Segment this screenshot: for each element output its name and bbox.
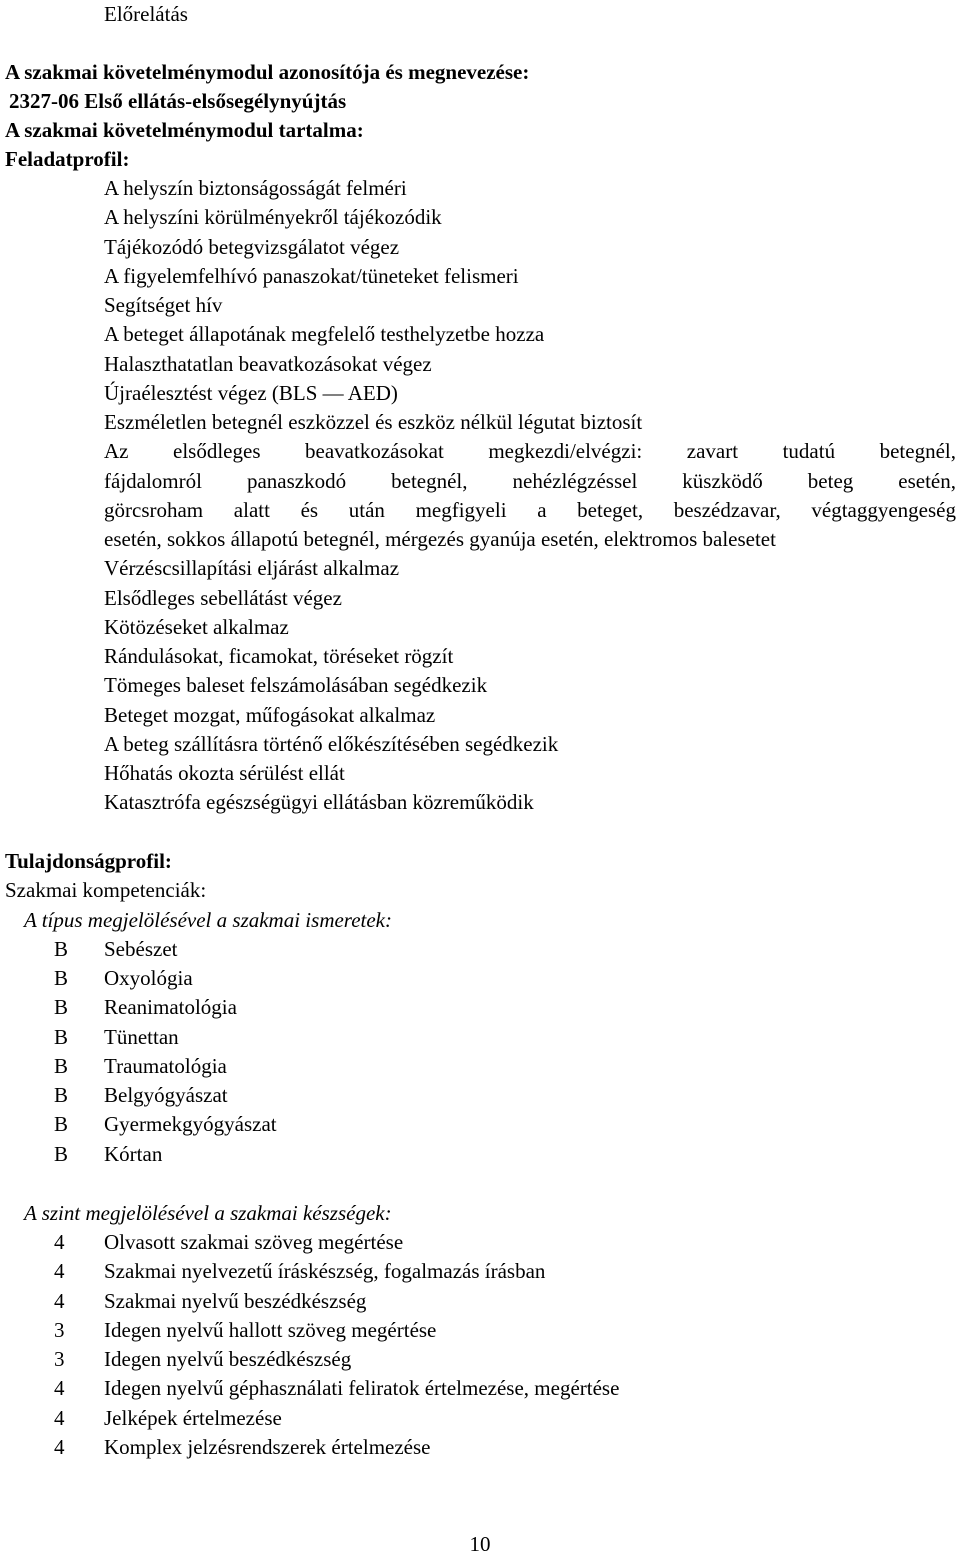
skill-level: 4 xyxy=(54,1406,65,1430)
knowledge-code: B xyxy=(54,995,69,1019)
section-title: Előrelátás xyxy=(104,2,188,26)
knowledge-label: Kórtan xyxy=(104,1142,163,1166)
skill-level: 3 xyxy=(54,1318,65,1342)
competencies-label: Szakmai kompetenciák: xyxy=(5,878,207,902)
task-item: Eszméletlen betegnél eszközzel és eszköz nélkül légutat biztosít xyxy=(104,410,643,434)
task-item: Vérzéscsillapítási eljárást alkalmaz xyxy=(104,556,400,580)
task-item: Beteget mozgat, műfogásokat alkalmaz xyxy=(104,703,436,727)
task-item: Hőhatás okozta sérülést ellát xyxy=(104,761,345,785)
task-item: Halaszthatatlan beavatkozásokat végez xyxy=(104,352,432,376)
skill-label: Komplex jelzésrendszerek értelmezése xyxy=(104,1435,431,1459)
task-item: A helyszíni körülményekről tájékozódik xyxy=(104,205,442,229)
module-id-heading: A szakmai követelménymodul azonosítója és megnevezése: xyxy=(5,60,530,84)
skill-level: 4 xyxy=(54,1289,65,1313)
skill-label: Szakmai nyelvezetű íráskészség, fogalmazás írásban xyxy=(104,1259,546,1283)
knowledge-label: Gyermekgyógyászat xyxy=(104,1112,277,1136)
task-item: Rándulásokat, ficamokat, töréseket rögzít xyxy=(104,644,454,668)
knowledge-label: Belgyógyászat xyxy=(104,1083,228,1107)
skill-level: 4 xyxy=(54,1230,65,1254)
module-content-heading: A szakmai követelménymodul tartalma: xyxy=(5,118,364,142)
task-item: Katasztrófa egészségügyi ellátásban közreműködik xyxy=(104,790,534,814)
task-profile-heading: Feladatprofil: xyxy=(5,147,130,171)
task-paragraph-line: Az elsődleges beavatkozásokat megkezdi/elvégzi: zavart tudatú betegnél, xyxy=(104,439,956,463)
task-item: A beteget állapotának megfelelő testhelyzetbe hozza xyxy=(104,322,545,346)
task-item: Segítséget hív xyxy=(104,293,223,317)
knowledge-code: B xyxy=(54,1025,69,1049)
skill-level: 4 xyxy=(54,1376,65,1400)
task-item: Tájékozódó betegvizsgálatot végez xyxy=(104,235,400,259)
task-item: Kötözéseket alkalmaz xyxy=(104,615,289,639)
knowledge-code: B xyxy=(54,1112,69,1136)
knowledge-label: Tünettan xyxy=(104,1025,179,1049)
skill-level: 4 xyxy=(54,1435,65,1459)
skill-level: 4 xyxy=(54,1259,65,1283)
skill-label: Idegen nyelvű hallott szöveg megértése xyxy=(104,1318,437,1342)
skill-label: Olvasott szakmai szöveg megértése xyxy=(104,1230,404,1254)
knowledge-code: B xyxy=(54,1054,69,1078)
module-name: 2327-06 Első ellátás-elsősegélynyújtás xyxy=(9,89,347,113)
task-item: A figyelemfelhívó panaszokat/tüneteket felismeri xyxy=(104,264,519,288)
knowledge-code: B xyxy=(54,1142,69,1166)
task-item: A beteg szállításra történő előkészítésében segédkezik xyxy=(104,732,559,756)
page-number: 10 xyxy=(469,1532,491,1556)
knowledge-label: Reanimatológia xyxy=(104,995,237,1019)
task-item: Tömeges baleset felszámolásában segédkezik xyxy=(104,673,488,697)
skill-label: Idegen nyelvű géphasználati feliratok értelmezése, megértése xyxy=(104,1376,620,1400)
task-paragraph-line: görcsroham alatt és után megfigyeli a beteget, beszédzavar, végtaggyengeség xyxy=(104,498,956,522)
knowledge-heading: A típus megjelölésével a szakmai ismeretek: xyxy=(24,908,392,932)
skill-label: Idegen nyelvű beszédkészség xyxy=(104,1347,352,1371)
task-item: Elsődleges sebellátást végez xyxy=(104,586,342,610)
property-profile-heading: Tulajdonságprofil: xyxy=(5,849,172,873)
knowledge-label: Sebészet xyxy=(104,937,178,961)
task-item: A helyszín biztonságosságát felméri xyxy=(104,176,407,200)
skill-level: 3 xyxy=(54,1347,65,1371)
knowledge-label: Oxyológia xyxy=(104,966,193,990)
knowledge-code: B xyxy=(54,1083,69,1107)
skills-heading: A szint megjelölésével a szakmai készségek: xyxy=(24,1201,392,1225)
skill-label: Jelképek értelmezése xyxy=(104,1406,282,1430)
task-paragraph-line: esetén, sokkos állapotú betegnél, mérgezés gyanúja esetén, elektromos balesetet xyxy=(104,527,776,551)
knowledge-code: B xyxy=(54,937,69,961)
task-paragraph-line: fájdalomról panaszkodó betegnél, nehézlégzéssel küszködő beteg esetén, xyxy=(104,469,956,493)
skill-label: Szakmai nyelvű beszédkészség xyxy=(104,1289,367,1313)
knowledge-label: Traumatológia xyxy=(104,1054,227,1078)
knowledge-code: B xyxy=(54,966,69,990)
task-item: Újraélesztést végez (BLS — AED) xyxy=(104,381,398,405)
